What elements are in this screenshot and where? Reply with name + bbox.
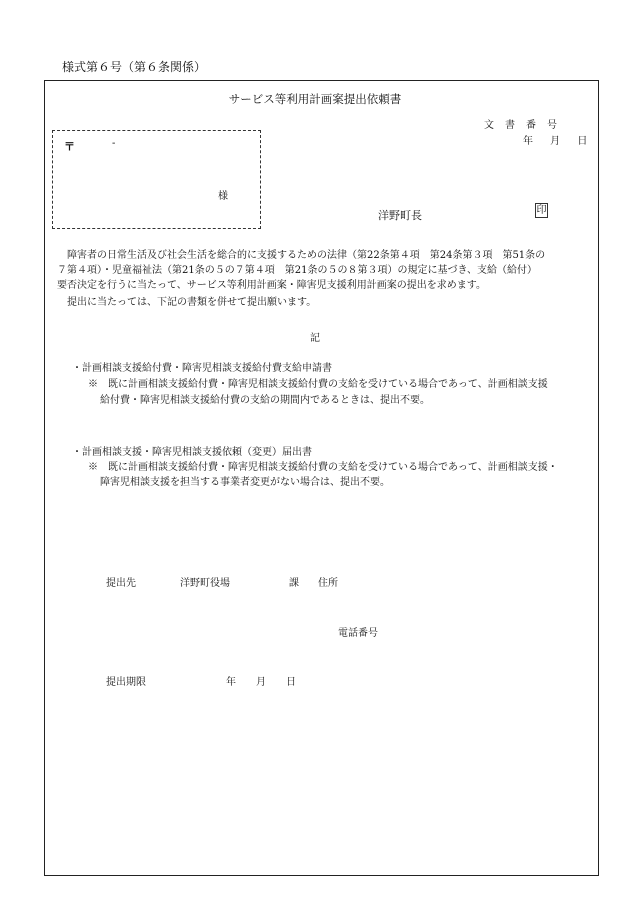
- body-paragraph-1-line-3: 要否決定を行うに当たって、サービス等利用計画案・障害児支援利用計画案の提出を求めます。: [57, 280, 486, 291]
- item-1-note-continued: 給付費・障害児相談支援給付費の支給の期間内であるときは、提出不要。: [100, 395, 430, 406]
- deadline-date: 年月日: [226, 677, 316, 688]
- body-paragraph-1-line-2: ７第４項）・児童福祉法（第21条の５の７第４項 第21条の５の８第３項）の規定に基づき、支給（給付）: [57, 265, 538, 276]
- postal-mark: 〒: [64, 140, 75, 153]
- form-label: 様式第６号（第６条関係）: [62, 60, 207, 74]
- issuer-name: 洋野町長: [378, 209, 422, 222]
- item-1-title: ・計画相談支援給付費・障害児相談支援給付費支給申請書: [72, 363, 332, 374]
- seal-stamp: 印: [536, 205, 547, 216]
- item-2-title: ・計画相談支援・障害児相談支援依頼（変更）届出書: [72, 447, 312, 458]
- department-suffix: 課: [289, 578, 299, 589]
- recipient-honorific: 様: [218, 191, 228, 202]
- item-2-note-continued: 障害児相談支援を担当する事業者変更がない場合は、提出不要。: [100, 477, 390, 488]
- issue-date: 年 月 日: [523, 136, 595, 147]
- item-2-note: ※ 既に計画相談支援給付費・障害児相談支援給付費の支給を受けている場合であって、計画相談支援・: [88, 462, 558, 473]
- body-paragraph-2: 提出に当たっては、下記の書類を併せて提出願います。: [67, 297, 317, 308]
- item-1-note: ※ 既に計画相談支援給付費・障害児相談支援給付費の支給を受けている場合であって、計画相談支援: [88, 379, 548, 390]
- body-paragraph-1-line-1: 障害者の日常生活及び社会生活を総合的に支援するための法律（第22条第４項 第24条第３項 第51条の: [67, 250, 546, 261]
- document-number: 文書番号: [484, 120, 568, 131]
- postal-code-dash: -: [112, 138, 116, 149]
- address-label: 住所: [318, 578, 338, 589]
- destination-name: 洋野町役場: [180, 578, 230, 589]
- phone-label: 電話番号: [338, 628, 378, 639]
- body-paragraph-1: [57, 248, 545, 293]
- ki-heading: 記: [310, 333, 320, 344]
- recipient-address-box: [52, 130, 261, 229]
- destination-label: 提出先: [106, 578, 136, 589]
- deadline-label: 提出期限: [106, 677, 146, 688]
- document-title: サービス等利用計画案提出依頼書: [228, 92, 402, 106]
